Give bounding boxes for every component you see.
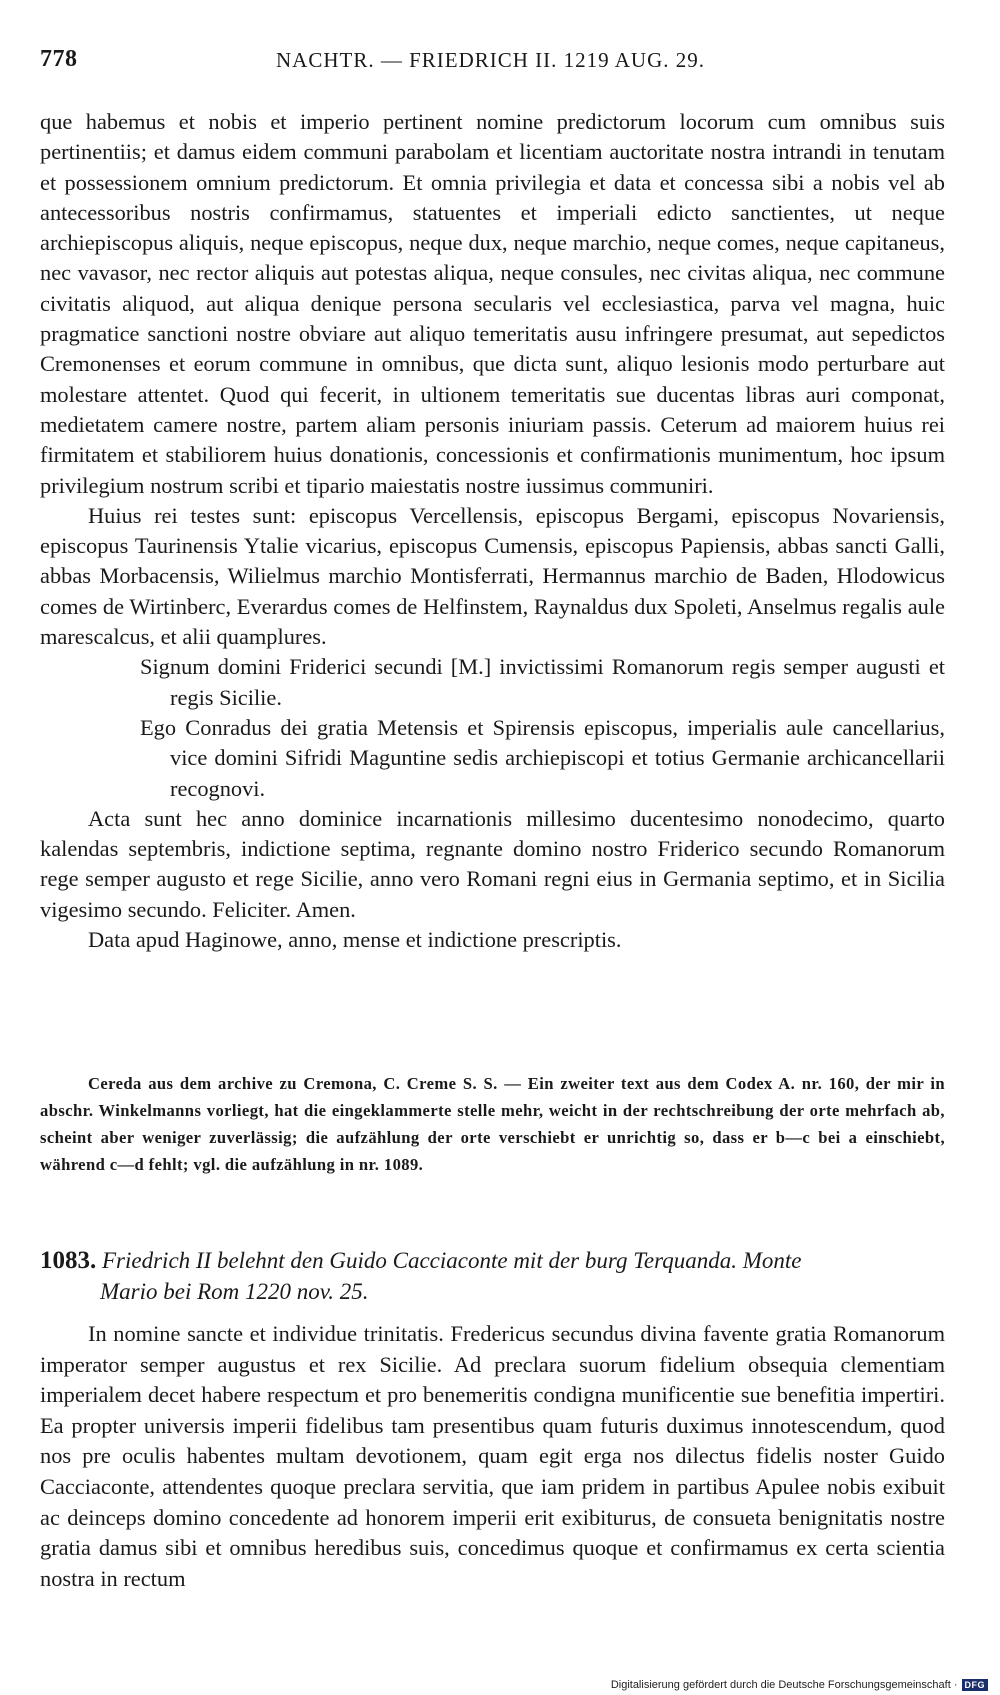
entry-heading-line2: Mario bei Rom 1220 nov. 25.	[100, 1279, 369, 1304]
entry-heading	[40, 1245, 945, 1307]
entry-number: 1083.	[40, 1247, 97, 1274]
editorial-note	[40, 1070, 945, 1178]
page-header	[40, 46, 945, 86]
charter-text	[40, 107, 945, 955]
entry-body	[40, 1319, 945, 1594]
entry-text: In nomine sancte et individue trinitatis. Fredericus secundus divina favente gratia Romanorum imperator semper augustus et rex Sicilie. Ad preclara suorum fidelium obsequia clementiam imperialem decet habere respectum et pro benemeritis condigna munificentie sue benefitia impertiri. Ea propter universis imperii fidelibus tam presentibus quam futuris duximus innotescendum, quod nos pre oculis habentes multam devotionem, quam egit erga nos dilectus fidelis noster Guido Cacciaconte, attendentes quoque preclara servitia, que iam pridem in partibus Apulee nobis exibuit ac deinceps domino concedente ad honorem imperii erit exibiturus, de consueta benignitatis nostre gratia damus sibi et omnibus heredibus suis, concedimus quoque et confirmamus ex certa scientia nostra in rectum	[40, 1321, 945, 1591]
footer-credit: Digitalisierung gefördert durch die Deutsche Forschungsgemeinschaft ·	[610, 1679, 958, 1691]
paragraph-recognition: Ego Conradus dei gratia Metensis et Spirensis episcopus, imperialis aule cancellarius, vice domini Sifridi Maguntine sedis archiepiscopi et totius Germanie archicancellarii recognovi.	[140, 714, 945, 801]
paragraph-continuation: que habemus et nobis et imperio pertinent nomine predictorum locorum cum omnibus suis pertinentiis; et damus eidem communi parabolam et licentiam auctoritate nostra intrandi in tenutam et possessionem omnium predictorum. Et omnia privilegia et data et concessa sibi a nobis vel ab antecessoribus nostris confirmamus, statuentes et imperiali edicto sanctientes, ut neque archiepiscopus aliquis, neque episcopus, neque dux, neque marchio, neque comes, neque capitaneus, nec vavasor, nec rector aliquis aut potestas aliqua, neque consules, nec civitas aliqua, nec commune civitatis aliquod, aut aliqua denique persona secularis vel ecclesiastica, parva vel magna, huic pragmatice sanctioni nostre obviare aut aliquo temeritatis ausu infringere presumat, aut sepedictos Cremonenses et eorum commune in omnibus, que dicta sunt, aliquo lesionis modo perturbare aut molestare attentet. Quod qui fecerit, in ultionem temeritatis sue ducentas libras auri componat, medietatem camere nostre, partem aliam personis iniuriam passis. Ceterum ad maiorem huius rei firmitatem et stabiliorem huius donationis, concessionis et confirmationis munimentum, hoc ipsum privilegium nostrum scribi et tipario maiestatis nostre iussimus communiri.	[40, 109, 945, 498]
digitization-footer	[611, 1679, 988, 1691]
page-number: 778	[40, 46, 78, 72]
dfg-logo: DFG	[962, 1679, 989, 1691]
paragraph-witnesses: Huius rei testes sunt: episcopus Vercellensis, episcopus Bergami, episcopus Novariensis, episcopus Taurinensis Ytalie vicarius, episcopus Cumensis, episcopus Papiensis, abbas sancti Galli, abbas Morbacensis, Wilielmus marchio Montisferrati, Hermannus marchio de Baden, Hlodowicus comes de Wirtinberc, Everardus comes de Helfinstem, Raynaldus dux Spoleti, Anselmus regalis aule marescalcus, et alii quamplures.	[40, 502, 945, 650]
paragraph-data: Data apud Haginowe, anno, mense et indictione prescriptis.	[88, 927, 622, 953]
paragraph-signum: Signum domini Friderici secundi [M.] invictissimi Romanorum regis semper augusti et regis Sicilie.	[140, 654, 945, 710]
paragraph-acta: Acta sunt hec anno dominice incarnationis millesimo ducentesimo nonodecimo, quarto kalendas septembris, indictione septima, regnante domino nostro Friderico secundo Romanorum rege semper augusto et rege Sicilie, anno vero Romani regni eius in Germania septimo, et in Sicilia vigesimo secundo. Feliciter. Amen.	[40, 805, 945, 922]
entry-title: Friedrich II belehnt den Guido Cacciaconte mit der burg Terquanda. Monte	[102, 1248, 802, 1273]
running-title: NACHTR. — FRIEDRICH II. 1219 AUG. 29.	[276, 48, 706, 72]
note-text: Cereda aus dem archive zu Cremona, C. Creme S. S. — Ein zweiter text aus dem Codex A. nr. 160, der mir in abschr. Winkelmanns vorliegt, hat die eingeklammerte stelle mehr, weicht in der rechtschreibung der orte mehrfach ab, scheint aber weniger zuverlässig; die aufzählung der orte verschiebt er unrichtig so, dass er b—c bei a einschiebt, während c—d fehlt; vgl. die aufzählung in nr. 1089.	[40, 1074, 945, 1174]
entry-heading-line1	[40, 1245, 945, 1276]
